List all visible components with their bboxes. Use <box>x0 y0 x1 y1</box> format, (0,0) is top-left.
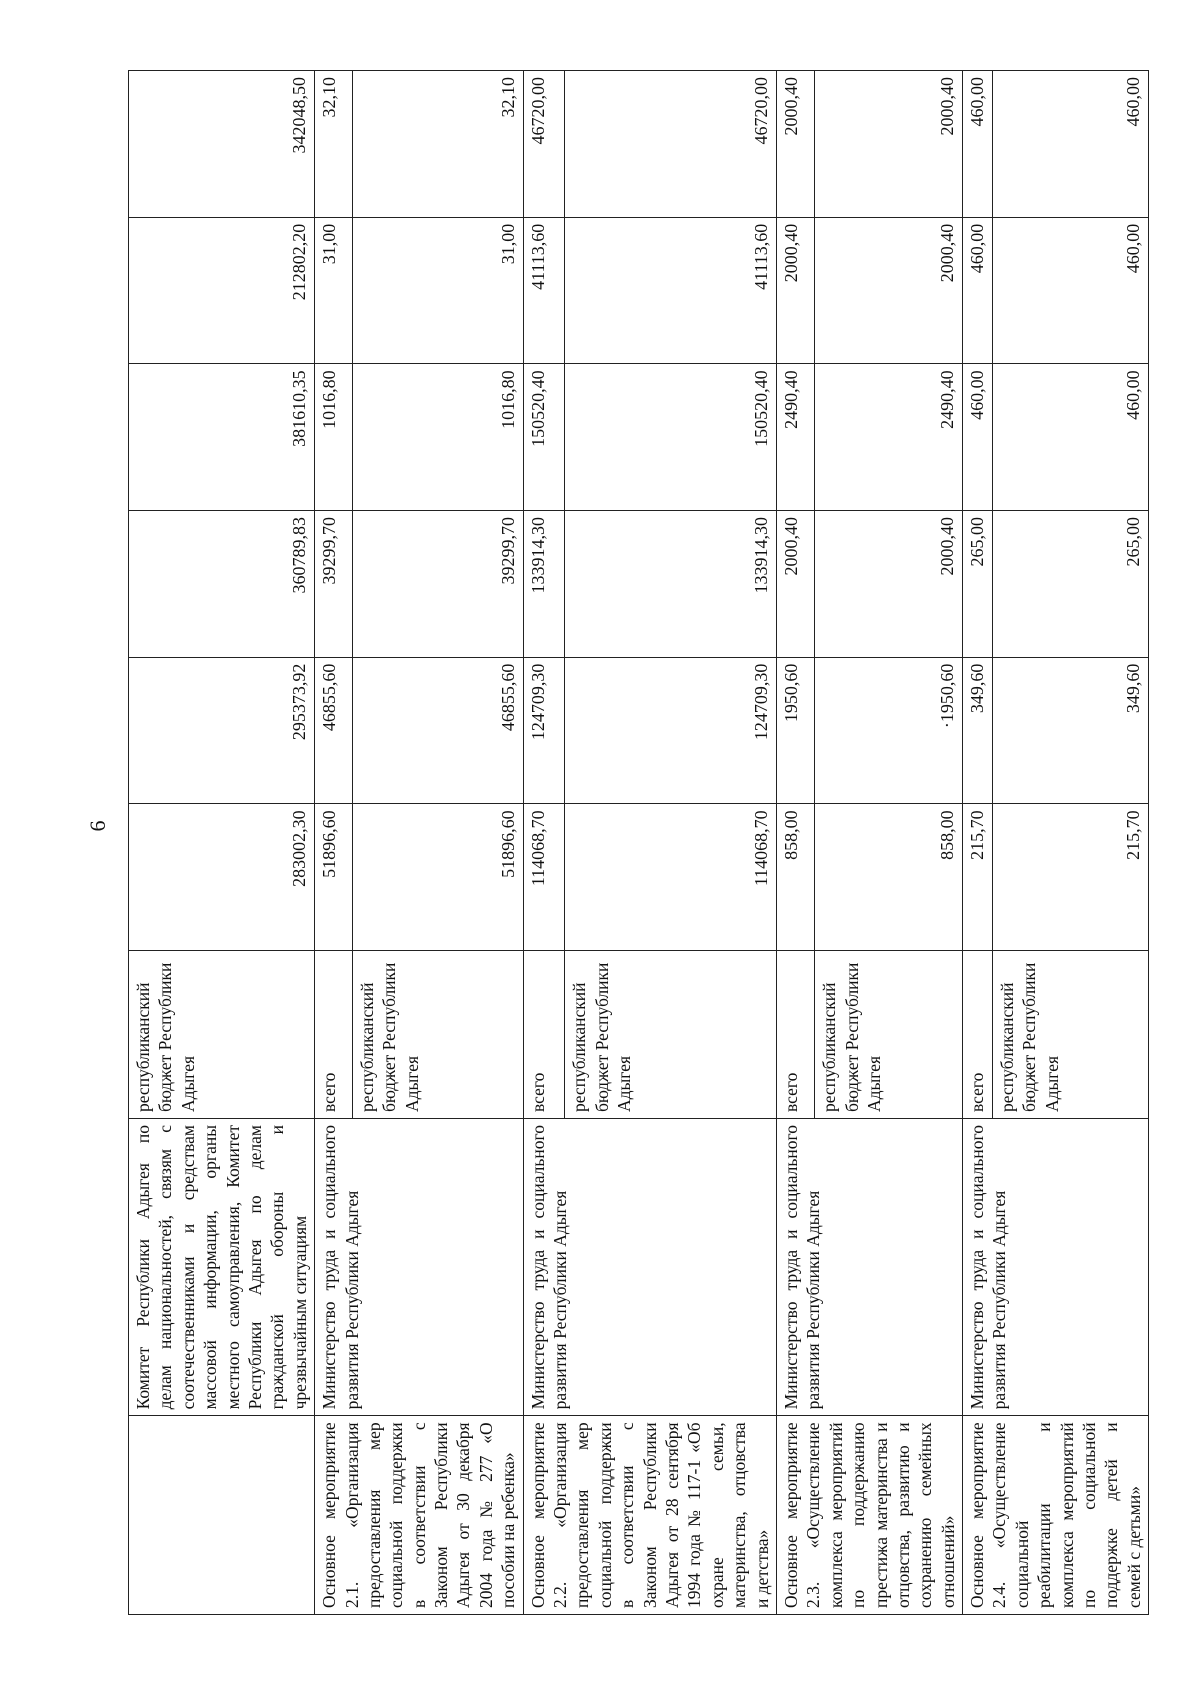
value-cell: 133914,30 <box>565 511 777 658</box>
executor-cell: Министерство труда и социального развития Республики Адыгея <box>776 1119 962 1416</box>
total-value: 1950,60 <box>776 657 814 804</box>
value-cell: 2000,40 <box>815 511 963 658</box>
total-value: 46720,00 <box>523 71 565 218</box>
rotated-table-sheet <box>128 70 1144 1615</box>
measure-cell: Основное мероприятие 2.1. «Организация предоставления мер социальной поддержки в соответствии с Законом Республики Адыгея от 30 декабря 2004 года № 277 «О пособии на ребенка» <box>315 1416 524 1615</box>
total-value: 31,00 <box>315 217 353 364</box>
executor-cell: Министерство труда и социального развития Республики Адыгея <box>523 1119 776 1416</box>
value-cell: 114068,70 <box>565 804 777 951</box>
total-value: 2000,40 <box>776 217 814 364</box>
total-value: 349,60 <box>963 657 993 804</box>
value-cell: 283002,30 <box>129 804 315 951</box>
total-value: 32,10 <box>315 71 353 218</box>
table-row-total <box>315 71 353 1615</box>
value-cell: 215,70 <box>993 804 1149 951</box>
value-cell: 460,00 <box>993 217 1149 364</box>
value-cell: 150520,40 <box>565 364 777 511</box>
value-cell: 41113,60 <box>565 217 777 364</box>
executor-cell: Министерство труда и социального развития Республики Адыгея <box>315 1119 524 1416</box>
total-value: 39299,70 <box>315 511 353 658</box>
total-value: 265,00 <box>963 511 993 658</box>
value-cell: 2000,40 <box>815 71 963 218</box>
total-label: всего <box>315 950 353 1118</box>
value-cell: 46855,60 <box>352 657 523 804</box>
total-value: 858,00 <box>776 804 814 951</box>
measure-cell: Основное мероприятие 2.4. «Осуществление социальной реабилитации и комплекса мероприятий по социальной поддержке детей и семей с детьми» <box>963 1416 1149 1615</box>
value-cell: 349,60 <box>993 657 1149 804</box>
page-number: 6 <box>85 820 110 832</box>
total-value: 460,00 <box>963 364 993 511</box>
value-cell: 1016,80 <box>352 364 523 511</box>
total-value: 51896,60 <box>315 804 353 951</box>
executor-cell: Министерство труда и социального развития Республики Адыгея <box>963 1119 1149 1416</box>
executor-cell: Комитет Республики Адыгея по делам национальностей, связям с соотечественниками и средствам массовой информации, органы местного самоуправления, Комитет Республики Адыгея по делам гражданской обороны и чрезвычайным ситуациям <box>129 1119 315 1416</box>
total-value: 460,00 <box>963 217 993 364</box>
total-value: 46855,60 <box>315 657 353 804</box>
value-cell: 342048,50 <box>129 71 315 218</box>
source-cell: республиканский бюджет Республики Адыгея <box>352 950 523 1118</box>
total-label: всего <box>523 950 565 1118</box>
value-cell: 858,00 <box>815 804 963 951</box>
value-cell: ·1950,60 <box>815 657 963 804</box>
total-value: 215,70 <box>963 804 993 951</box>
total-value: 124709,30 <box>523 657 565 804</box>
total-value: 1016,80 <box>315 364 353 511</box>
value-cell: 295373,92 <box>129 657 315 804</box>
table-row <box>129 71 315 1615</box>
source-cell: республиканский бюджет Республики Адыгея <box>993 950 1149 1118</box>
total-value: 2000,40 <box>776 71 814 218</box>
funding-table <box>128 70 1149 1615</box>
value-cell: 360789,83 <box>129 511 315 658</box>
value-cell: 51896,60 <box>352 804 523 951</box>
table-row-total <box>776 71 814 1615</box>
source-cell: республиканский бюджет Республики Адыгея <box>129 950 315 1118</box>
value-cell: 381610,35 <box>129 364 315 511</box>
value-cell: 212802,20 <box>129 217 315 364</box>
source-cell: республиканский бюджет Республики Адыгея <box>565 950 777 1118</box>
value-cell: 460,00 <box>993 364 1149 511</box>
table-row-total <box>523 71 565 1615</box>
total-label: всего <box>963 950 993 1118</box>
total-value: 41113,60 <box>523 217 565 364</box>
total-value: 114068,70 <box>523 804 565 951</box>
measure-cell <box>129 1416 315 1615</box>
total-value: 133914,30 <box>523 511 565 658</box>
total-value: 460,00 <box>963 71 993 218</box>
value-cell: 32,10 <box>352 71 523 218</box>
measure-cell: Основное мероприятие 2.3. «Осуществление комплекса мероприятий по поддержанию престижа материнства и отцовства, развитию и сохранению семейных отношений» <box>776 1416 962 1615</box>
measure-cell: Основное мероприятие 2.2. «Организация предоставления мер социальной поддержки в соответствии с Законом Республики Адыгея от 28 сентября 1994 года № 117-1 «Об охране семьи, материнства, отцовства и детства» <box>523 1416 776 1615</box>
value-cell: 46720,00 <box>565 71 777 218</box>
value-cell: 2000,40 <box>815 217 963 364</box>
table-row-total <box>963 71 993 1615</box>
total-label: всего <box>776 950 814 1118</box>
source-cell: республиканский бюджет Республики Адыгея <box>815 950 963 1118</box>
value-cell: 39299,70 <box>352 511 523 658</box>
value-cell: 265,00 <box>993 511 1149 658</box>
value-cell: 124709,30 <box>565 657 777 804</box>
value-cell: 31,00 <box>352 217 523 364</box>
total-value: 150520,40 <box>523 364 565 511</box>
total-value: 2000,40 <box>776 511 814 658</box>
value-cell: 2490,40 <box>815 364 963 511</box>
value-cell: 460,00 <box>993 71 1149 218</box>
total-value: 2490,40 <box>776 364 814 511</box>
